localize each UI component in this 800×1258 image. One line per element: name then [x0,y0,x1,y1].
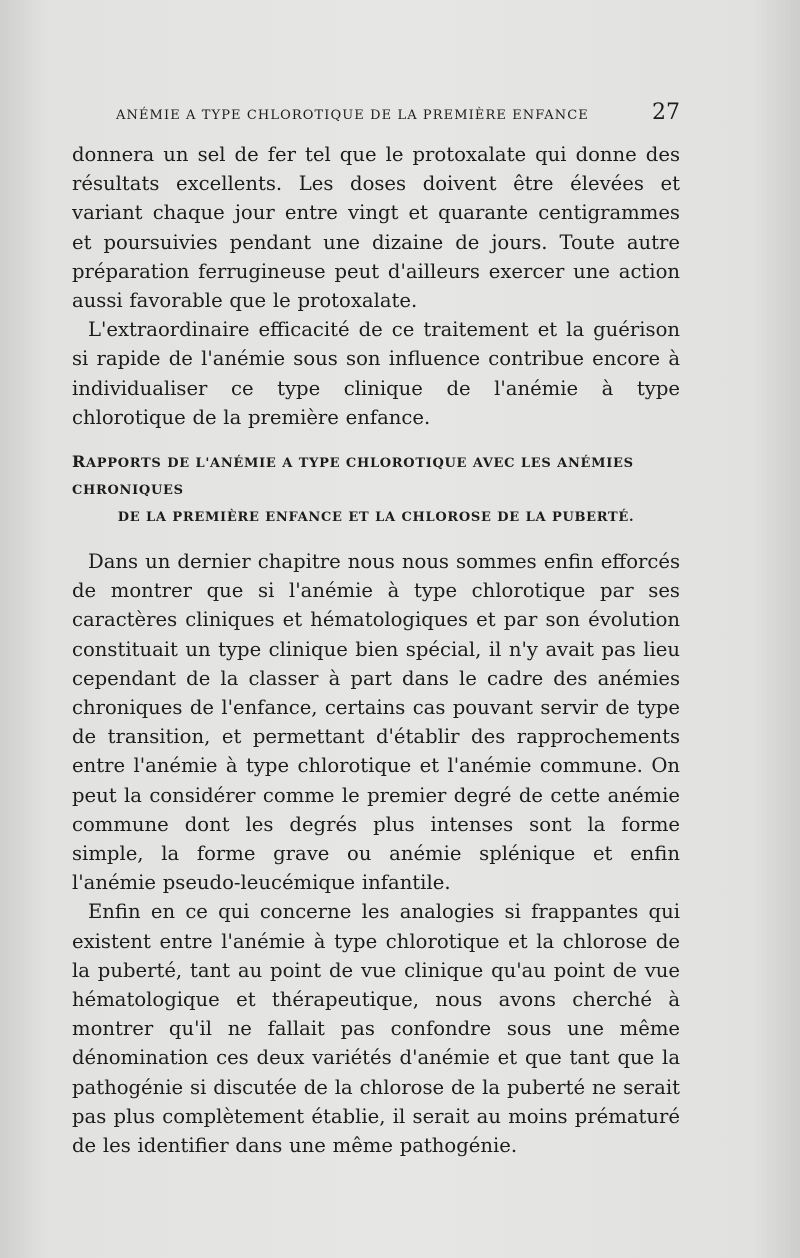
paragraph-continuation: donnera un sel de fer tel que le protoxalate qui donne des résultats excellents. Les doses doivent être élevées et variant chaque jour entre vingt et quarante centigrammes et poursuivies pendant une dizaine de jours. Toute autre préparation ferrugineuse peut d'ailleurs exercer une action aussi favorable que le protoxalate. [72,143,680,313]
paragraph: Dans un dernier chapitre nous nous sommes enfin efforcés de montrer que si l'anémie à type chlorotique par ses caractères cliniques et hématologiques et par son évolution constituait un type clinique bien spécial, il n'y avait pas lieu cependant de la classer à part dans le cadre des anémies chroniques de l'enfance, certains cas pouvant servir de type de transition, et permettant d'établir des rapprochements entre l'anémie à type chlorotique et l'anémie commune. On peut la considérer comme le premier degré de cette anémie commune dont les degrés plus intenses sont la forme simple, la forme grave ou anémie splénique et enfin l'anémie pseudo-leucémique infantile. [72,550,680,895]
section-heading-line-1 [72,448,680,504]
body-text [72,140,680,1160]
section-heading-line-1-text: APPORTS DE L'ANÉMIE A TYPE CHLOROTIQUE AVEC LES ANÉMIES CHRONIQUES [72,456,634,499]
section-heading-line-2: DE LA PREMIÈRE ENFANCE ET LA CHLOROSE DE LA PUBERTÉ. [117,510,635,526]
section-heading [72,448,680,531]
section-heading-initial: R [72,452,86,472]
paragraph: L'extraordinaire efficacité de ce traitement et la guérison si rapide de l'anémie sous son influence contribue encore à individualiser ce type clinique de l'anémie à type chlorotique de la première enfance. [72,318,680,429]
running-head [72,100,680,130]
paragraph: Enfin en ce qui concerne les analogies si frappantes qui existent entre l'anémie à type chlorotique et la chlorose de la puberté, tant au point de vue clinique qu'au point de vue hématologique et thérapeutique, nous avons cherché à montrer qu'il ne fallait pas confondre sous une même dénomination ces deux variétés d'anémie et que tant que la pathogénie si discutée de la chlorose de la puberté ne serait pas plus complètement établie, il serait au moins prématuré de les identifier dans une même pathogénie. [72,900,680,1158]
running-head-title: ANÉMIE A TYPE CHLOROTIQUE DE LA PREMIÈRE ENFANCE [116,108,589,123]
page-number: 27 [652,100,680,125]
